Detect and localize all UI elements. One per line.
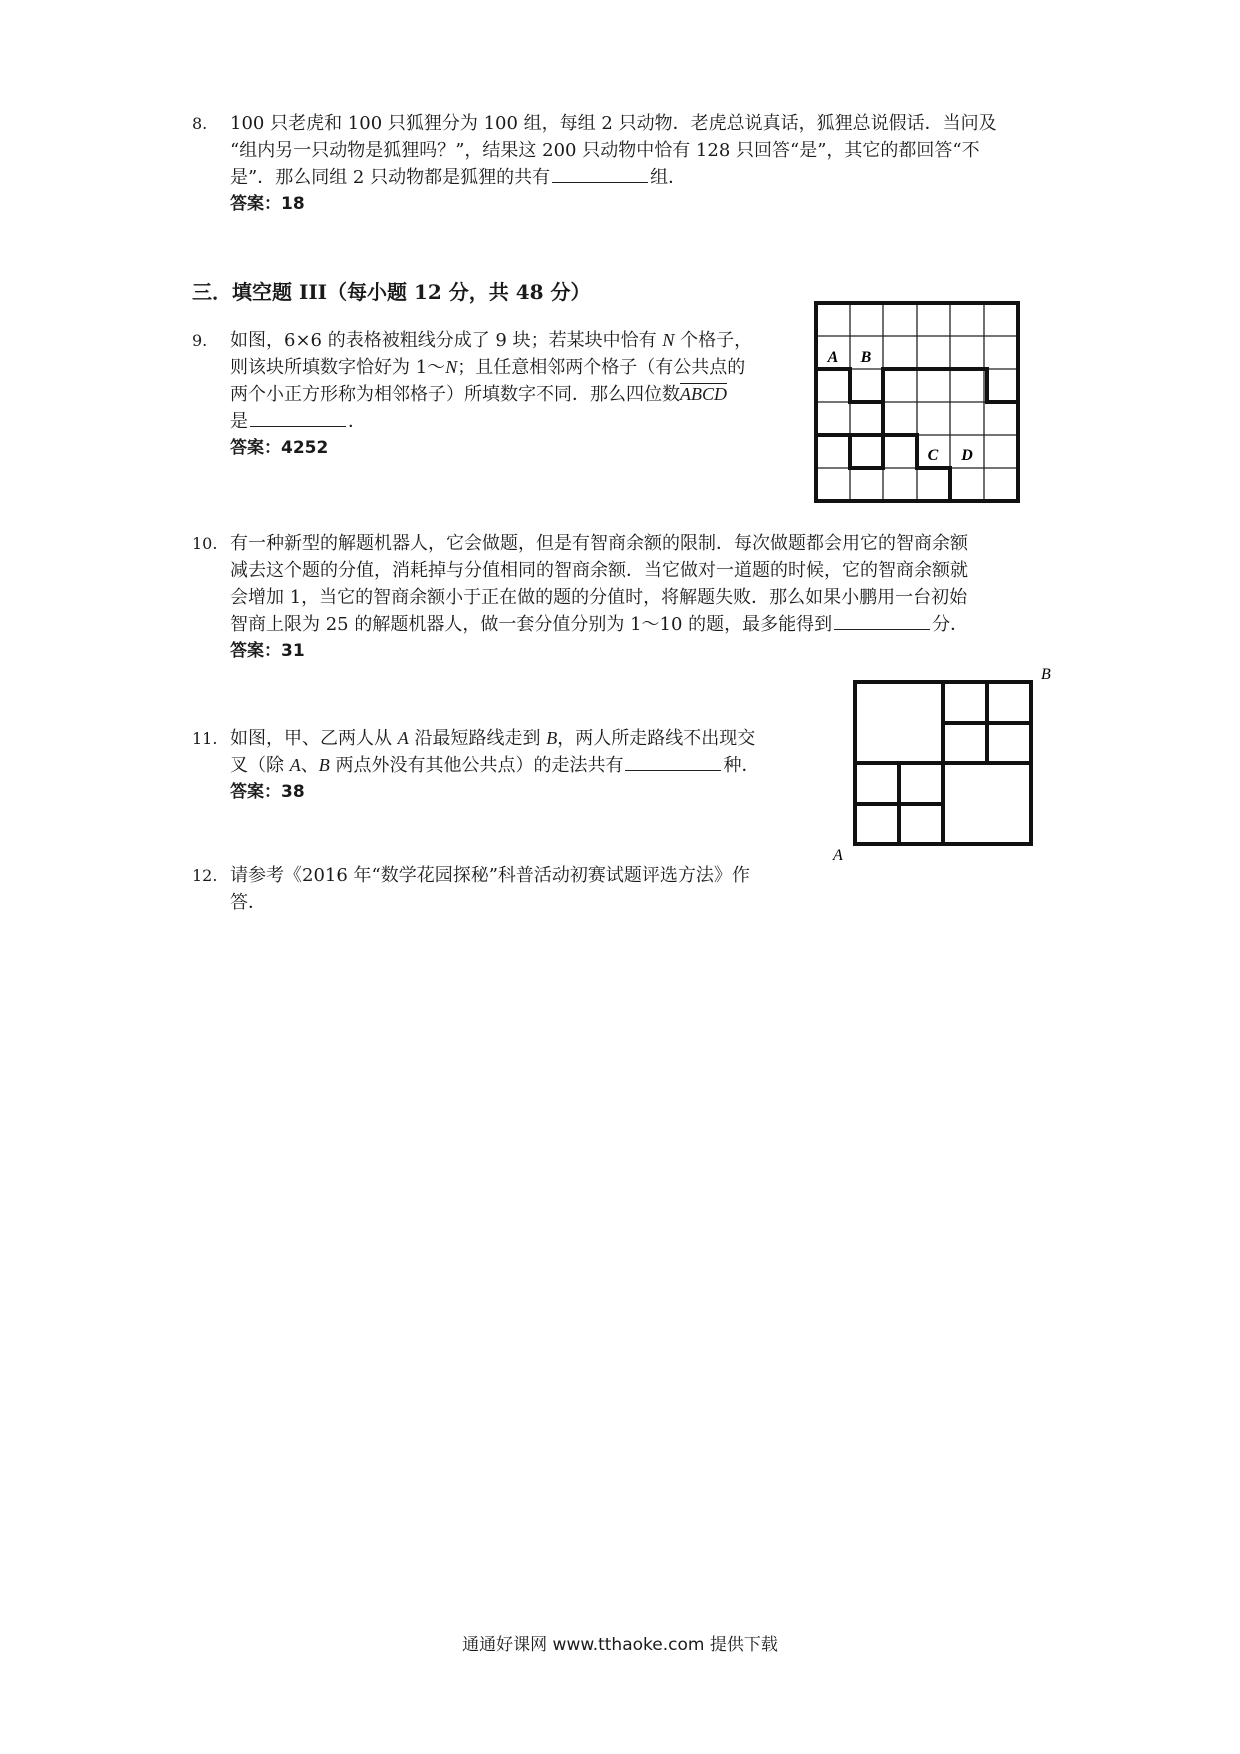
question-number: 10. — [192, 534, 218, 553]
variable: B — [546, 728, 558, 748]
question-line — [230, 381, 812, 408]
point-label-b: B — [1041, 666, 1051, 683]
cell-label-c: C — [927, 447, 939, 464]
question-line — [230, 327, 812, 354]
q11-path-figure — [825, 660, 1055, 870]
answer-blank — [250, 408, 346, 427]
question-line — [230, 725, 822, 752]
question-line: 减去这个题的分值，消耗掉与分值相同的智商余额．当它做对一道题的时候，它的智商余额就 — [230, 560, 968, 581]
text-segment: 两点外没有其他公共点）的走法共有 — [335, 755, 624, 776]
text-segment: 个格子， — [680, 330, 753, 351]
text-segment: 两个小正方形称为相邻格子）所填数字不同．那么四位数 — [230, 384, 680, 405]
text-segment: ． — [348, 411, 366, 432]
question-text — [230, 327, 812, 435]
overlined-number: ABCD — [680, 384, 727, 404]
question-line — [230, 164, 1072, 191]
answer-blank — [834, 611, 930, 630]
page-footer: 通通好课网 www.tthaoke.com 提供下载 — [462, 1635, 778, 1655]
question-line: 会增加 1，当它的智商余额小于正在做的题的分值时，将解题失败．那么如果小鹏用一台初始 — [230, 587, 968, 608]
question-text — [230, 110, 1072, 191]
answer-blank — [625, 752, 721, 771]
question-line — [230, 354, 812, 381]
question-12 — [192, 862, 832, 916]
text-segment: 分． — [932, 614, 969, 635]
question-8 — [192, 110, 1072, 218]
text-segment: 、 — [300, 755, 319, 776]
question-number: 11. — [192, 729, 218, 748]
question-line: 有一种新型的解题机器人，它会做题，但是有智商余额的限制．每次做题都会用它的智商余额 — [230, 533, 968, 554]
question-text — [230, 530, 1072, 638]
question-9 — [192, 327, 812, 462]
variable: B — [318, 755, 330, 775]
question-text — [230, 862, 832, 916]
text-segment: 沿最短路线走到 — [414, 728, 541, 749]
variable: A — [397, 728, 409, 748]
variable: N — [662, 330, 675, 350]
q9-grid-figure — [812, 300, 1032, 510]
section-title: 三．填空题 III（每小题 12 分，共 48 分） — [192, 280, 591, 304]
text-segment: 是”．那么同组 2 只动物都是狐狸的共有 — [230, 167, 551, 188]
question-line: 请参考《2016 年“数学花园探秘”科普活动初赛试题评选方法》作 — [230, 865, 750, 886]
cell-label-d: D — [961, 447, 973, 464]
answer-text: 答案：4252 — [230, 438, 329, 458]
question-line — [230, 611, 1072, 638]
text-segment: 种． — [723, 755, 760, 776]
question-line — [230, 752, 822, 779]
text-segment: 如图，甲、乙两人从 — [230, 728, 392, 749]
path-grid-lines — [855, 682, 1031, 844]
question-11 — [192, 725, 822, 806]
answer-blank — [552, 164, 648, 183]
question-number: 12. — [192, 866, 218, 885]
point-label-a: A — [833, 847, 843, 864]
answer-text: 答案：38 — [230, 782, 305, 802]
variable: N — [445, 357, 458, 377]
answer-text: 答案：31 — [230, 641, 305, 661]
text-segment: 叉（除 — [230, 755, 284, 776]
text-segment: 是 — [230, 411, 248, 432]
question-line: 答． — [230, 892, 266, 913]
text-segment: 如图，6×6 的表格被粗线分成了 9 块；若某块中恰有 — [230, 330, 657, 351]
cell-label-a: A — [827, 349, 839, 366]
text-segment: 智商上限为 25 的解题机器人，做一套分值分别为 1～10 的题，最多能得到 — [230, 614, 833, 635]
question-number: 9. — [192, 331, 208, 350]
question-text — [230, 725, 822, 779]
question-10 — [192, 530, 1072, 665]
answer-text: 答案：18 — [230, 194, 305, 214]
variable: A — [289, 755, 301, 775]
question-line: “组内另一只动物是狐狸吗？”，结果这 200 只动物中恰有 128 只回答“是”，其它的都回答“不 — [230, 140, 980, 161]
text-segment: 则该块所填数字恰好为 1～ — [230, 357, 446, 378]
question-line — [230, 408, 812, 435]
text-segment: ，两人所走路线不出现交 — [557, 728, 756, 749]
text-segment: ；且任意相邻两个格子（有公共点的 — [457, 357, 746, 378]
question-line: 100 只老虎和 100 只狐狸分为 100 组，每组 2 只动物．老虎总说真话，狐狸总说假话．当问及 — [230, 113, 997, 134]
text-segment: 组． — [650, 167, 687, 188]
question-number: 8. — [192, 114, 208, 133]
cell-label-b: B — [860, 349, 872, 366]
